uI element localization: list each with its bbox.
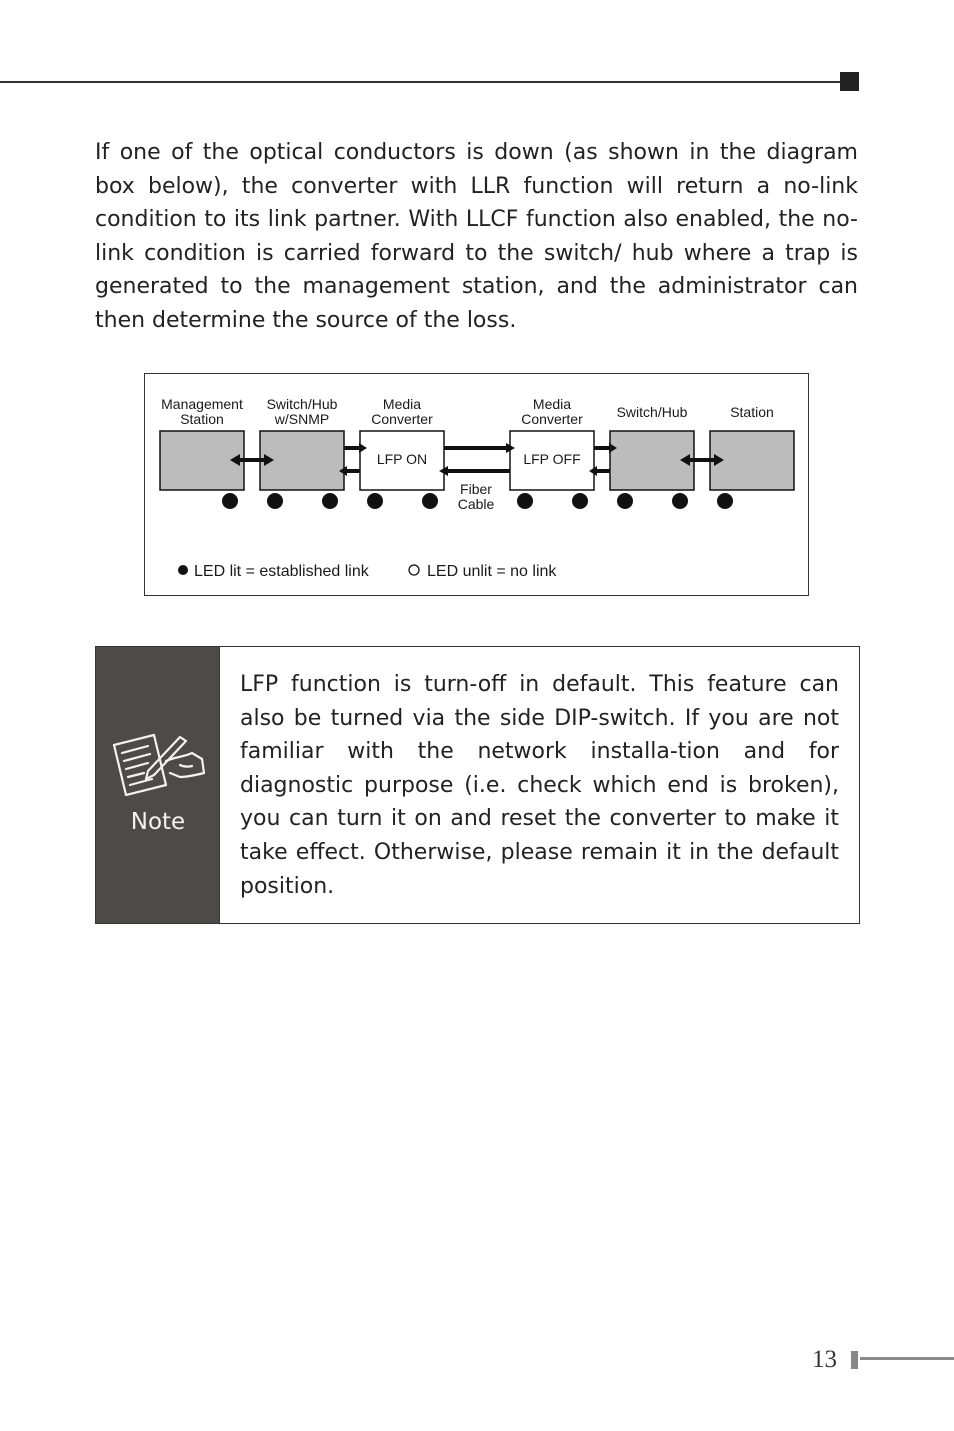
legend-unlit-text: LED unlit = no link (427, 563, 557, 580)
label-station: Station (730, 404, 774, 420)
intro-paragraph: If one of the optical conductors is down (as shown in the diagram box below), the converter with LLR function will return a no-link condition to its link partner. With LLCF function also enabled, the no-link condition is carried forward to the switch/ hub where a trap is generated to the management station, and the administrator can then determine the source of the loss. (95, 140, 858, 333)
label-media-left: Media (382, 396, 422, 412)
label-switch-hub-snmp: Switch/Hub (266, 396, 338, 412)
led-lit (422, 493, 438, 509)
led-lit (367, 493, 383, 509)
label-wsnmp: w/SNMP (274, 411, 330, 427)
label-converter-left: Converter (371, 411, 433, 427)
led-lit (717, 493, 733, 509)
cable-label: Cable (457, 496, 495, 512)
note-label: Note (130, 809, 186, 835)
legend-lit-dot (178, 565, 188, 575)
diagram-drawing (145, 374, 807, 594)
note-box (95, 646, 860, 924)
note-sidebar (96, 647, 220, 923)
note-text: LFP function is turn-off in default. This feature can also be turned via the side DIP-switch. If you are not familiar with the network installa-tion and for diagnostic purpose (i.e. check which end is broken), you can turn it on and reset the converter to make it take effect. Otherwise, please remain it in the default position. (240, 672, 839, 899)
label-converter-right: Converter (521, 411, 583, 427)
footer-marker (851, 1351, 858, 1369)
led-lit (672, 493, 688, 509)
led-lit (572, 493, 588, 509)
led-lit (517, 493, 533, 509)
led-lit (322, 493, 338, 509)
legend-unlit-dot (409, 565, 419, 575)
led-lit (617, 493, 633, 509)
header-marker (840, 72, 859, 91)
legend-lit-text: LED lit = established link (194, 563, 369, 580)
network-diagram (144, 373, 809, 596)
page-number: 13 (812, 1346, 837, 1373)
fiber-label: Fiber (460, 481, 492, 497)
label-station-sub: Station (180, 411, 224, 427)
header-rule (0, 81, 842, 83)
footer-rule (860, 1357, 954, 1360)
lfp-on-label: LFP ON (376, 451, 428, 467)
label-switch-hub: Switch/Hub (616, 404, 688, 420)
label-management: Management (161, 396, 243, 412)
label-media-right: Media (532, 396, 572, 412)
lfp-off-label: LFP OFF (523, 451, 581, 467)
led-lit (267, 493, 283, 509)
led-lit (222, 493, 238, 509)
note-pen-icon (108, 731, 208, 807)
